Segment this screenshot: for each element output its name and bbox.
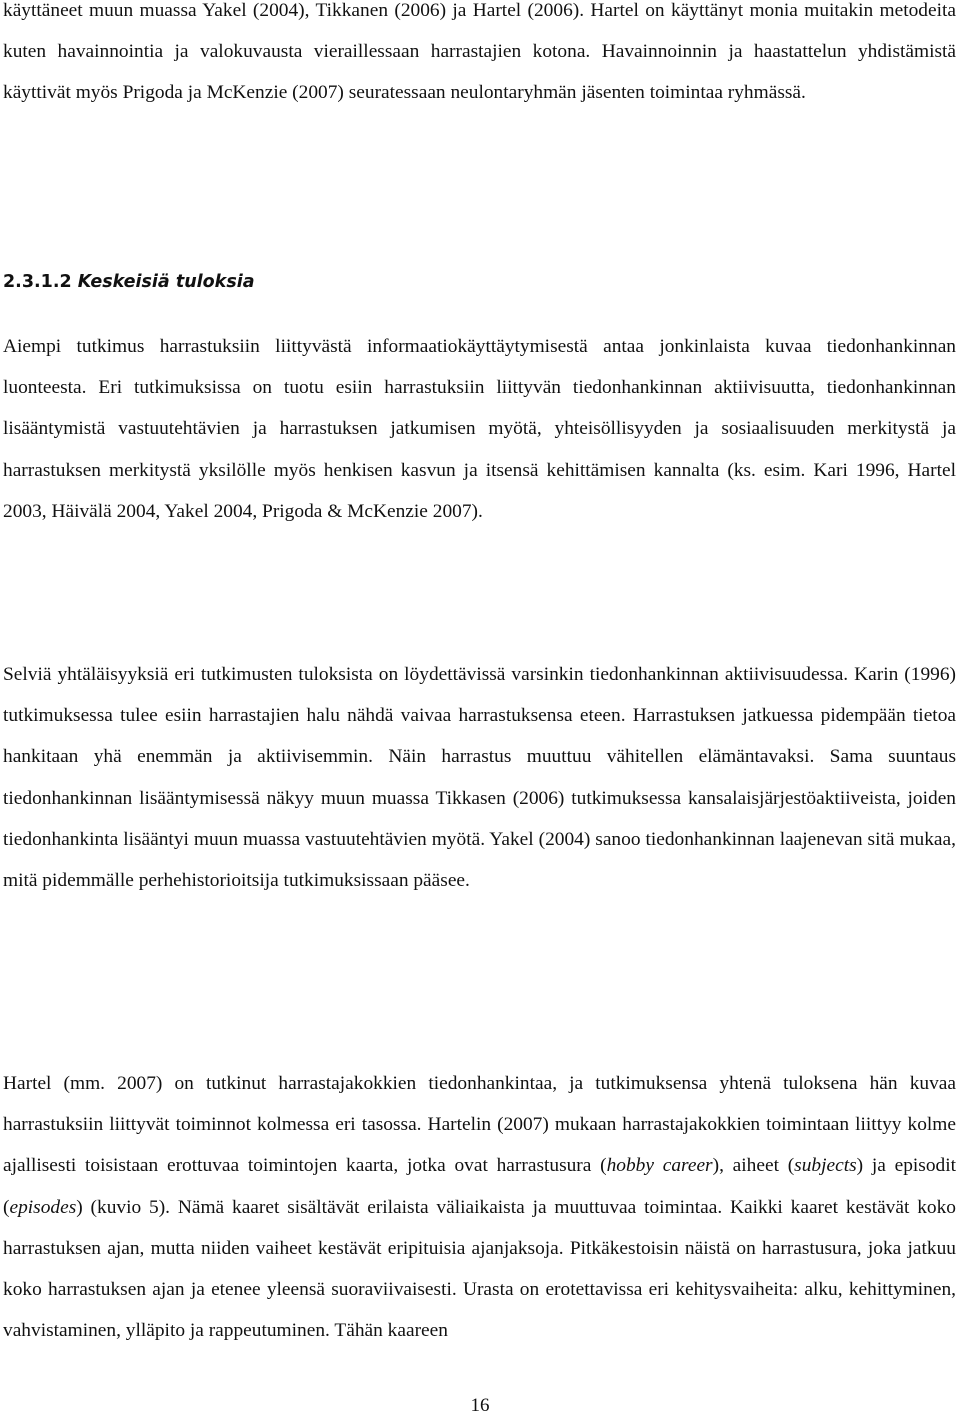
term-subjects: subjects: [794, 1155, 857, 1177]
section-title: Keskeisiä tuloksia: [77, 272, 255, 292]
paragraph-similarities: Selviä yhtäläisyyksiä eri tutkimusten tuloksista on löydettävissä varsinkin tiedonhankinnan aktiivisuudessa. Karin (1996) tutkimuksessa tulee esiin harrastajien halu nähdä vaivaa harrastuksensa eteen. Harrastuksen jatkuessa pidempään tietoa hankitaan yhä enemmän ja aktiivisemmin. Näin harrastus muuttuu vähitellen elämäntavaksi. Sama suuntaus tiedonhankinnan lisääntymisessä näkyy muun muassa Tikkasen (2006) tutkimuksessa kansalaisjärjestöaktiiveista, joiden tiedonhankinta lisääntyi muun muassa vastuutehtävien myötä. Yakel (2004) sanoo tiedonhankinnan laajenevan sitä mukaa, mitä pidemmälle perhehistorioitsija tutkimuksissaan pääsee.: [3, 664, 956, 892]
paragraph-methods-continued: käyttäneet muun muassa Yakel (2004), Tikkanen (2006) ja Hartel (2006). Hartel on käyttänyt monia muitakin metodeita kuten havainnointia ja valokuvausta vieraillessaan harrastajien kotona. Havainnoinnin ja haastattelun yhdistämistä käyttivät myös Prigoda ja McKenzie (2007) seuratessaan neulontaryhmän jäsenten toimintaa ryhmässä.: [3, 0, 956, 104]
paragraph-hartel: Hartel (mm. 2007) on tutkinut harrastajakokkien tiedonhankintaa, ja tutkimuksensa yhtenä tuloksena hän kuvaa harrastuksiin liittyvät toiminnot kolmessa eri tasossa. Hartelin (2007) mukaan harrastajakokkien toimintaan liittyy kolme ajallisesti toisistaan erottuvaa toimintojen kaarta, jotka ovat harrastusura (hobby career), aiheet (subjects) ja episodit (episodes) (kuvio 5). Nämä kaaret sisältävät erilaista väliaikaista ja muuttuvaa toimintaa. Kaikki kaaret kestävät koko harrastuksen ajan, mutta niiden vaiheet kestävät eripituisia ajanjaksoja. Pitkäkestoisin näistä on harrastusura, joka jatkuu koko harrastuksen ajan ja etenee yleensä suoraviivaisesti. Urasta on erotettavissa eri kehitysvaiheita: alku, kehittyminen, vahvistaminen, ylläpito ja rappeutuminen. Tähän kaareen: [3, 1073, 956, 1342]
paragraph-previous-research: Aiempi tutkimus harrastuksiin liittyvästä informaatiokäyttäytymisestä antaa jonkinlaista kuvaa tiedonhankinnan luonteesta. Eri tutkimuksissa on tuotu esiin harrastuksiin liittyvän tiedonhankinnan aktiivisuutta, tiedonhankinnan lisääntymistä vastuutehtävien ja harrastuksen jatkumisen myötä, yhteisöllisyyden ja sosiaalisuuden merkitystä ja harrastuksen merkitystä yksilölle myös henkisen kasvun ja itsensä kehittämisen kannalta (ks. esim. Kari 1996, Hartel 2003, Häivälä 2004, Yakel 2004, Prigoda & McKenzie 2007).: [3, 336, 956, 522]
term-episodes: episodes: [9, 1196, 77, 1218]
page-number: 16: [470, 1395, 490, 1416]
section-number: 2.3.1.2: [3, 272, 72, 292]
term-hobby-career: hobby career: [606, 1155, 713, 1177]
section-heading: [3, 270, 255, 294]
